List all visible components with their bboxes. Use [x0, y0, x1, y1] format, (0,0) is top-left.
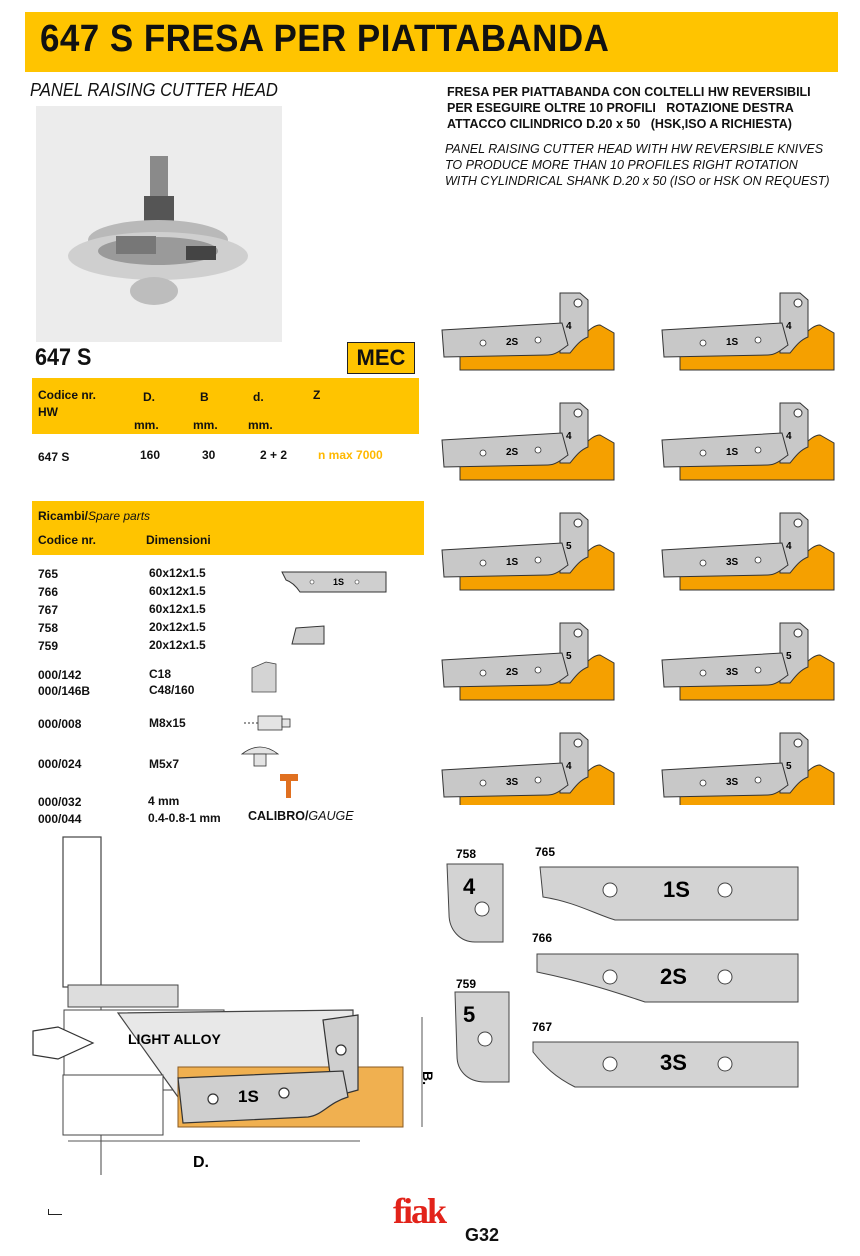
product-photo — [36, 106, 282, 342]
knife-details — [445, 842, 815, 1097]
profile-knife-label: 2S — [506, 667, 519, 678]
spare-code: 000/008 — [38, 717, 82, 731]
spare-dim: 60x12x1.5 — [149, 584, 206, 598]
row-code: 647 S — [38, 450, 70, 464]
spare-code: 000/142 — [38, 668, 82, 682]
profile-tip-label: 5 — [786, 761, 792, 772]
profile-diagram — [442, 733, 614, 805]
profile-diagrams — [430, 285, 850, 805]
profile-tip-label: 5 — [566, 541, 572, 552]
desc-it-line2b: ROTAZIONE DESTRA — [666, 101, 794, 115]
unit-d-small: mm. — [248, 418, 273, 432]
spare-dim: C18 — [149, 667, 172, 681]
knife-1s-icon — [282, 572, 386, 592]
col-d-small: d. — [253, 390, 264, 404]
profile-knife-label: 3S — [506, 777, 519, 788]
tip-hole — [794, 299, 802, 307]
knife-blade — [662, 653, 788, 687]
desc-en-line3: WITH CYLINDRICAL SHANK D.20 x 50 (ISO or HSK ON REQUEST) — [445, 174, 830, 188]
spare-code: 758 — [38, 621, 59, 635]
description-english — [445, 141, 830, 189]
assembly-knife-label: 1S — [238, 1087, 259, 1106]
knife-767-code: 767 — [532, 1020, 553, 1034]
spare-dim: 0.4-0.8-1 mm — [148, 811, 221, 825]
blade-hole — [755, 777, 761, 783]
corner-mark-vertical — [48, 1209, 49, 1215]
model-number: 647 S — [35, 344, 92, 371]
mec-badge: MEC — [347, 342, 415, 374]
tip-hole — [574, 739, 582, 747]
desc-en-line2b: RIGHT ROTATION — [692, 158, 798, 172]
spare-code: 000/032 — [38, 795, 82, 809]
tip-hole — [574, 519, 582, 527]
allen-key-icon — [280, 774, 298, 798]
knife-759-code: 759 — [456, 977, 477, 991]
knife-758-code: 758 — [456, 847, 477, 861]
profile-knife-label: 2S — [506, 337, 519, 348]
brand-logo: fiak — [393, 1191, 446, 1231]
profile-diagram — [442, 513, 614, 590]
knife-blade — [442, 763, 568, 797]
profile-tip-label: 4 — [786, 431, 792, 442]
blade-hole — [480, 560, 486, 566]
row-d-big: 160 — [140, 448, 161, 462]
profile-tip-label: 4 — [566, 761, 572, 772]
spare-code: 765 — [38, 567, 59, 581]
col-code-hw: HW — [38, 405, 58, 419]
knife-758-mark: 4 — [463, 874, 476, 899]
bolt-icon — [242, 747, 278, 766]
tip-hole — [794, 629, 802, 637]
row-b: 30 — [202, 448, 216, 462]
knife-765-mark: 1S — [663, 877, 690, 902]
profile-tip-label: 4 — [786, 541, 792, 552]
profile-diagram — [662, 403, 834, 480]
dimension-d-label: D. — [193, 1154, 209, 1171]
blade-hole — [755, 447, 761, 453]
tip-hole — [574, 409, 582, 417]
main-table-header — [32, 378, 419, 434]
profile-tip-label: 4 — [786, 321, 792, 332]
knife-766-mark: 2S — [660, 964, 687, 989]
desc-en-line2a: TO PRODUCE MORE THAN 10 PROFILES — [445, 158, 690, 172]
assembly-material-label: LIGHT ALLOY — [128, 1031, 221, 1047]
col-b: B — [200, 390, 209, 404]
blade-hole — [535, 337, 541, 343]
knife-blade — [662, 543, 788, 577]
profile-tip-label: 4 — [566, 321, 572, 332]
blade-hole — [535, 557, 541, 563]
col-code: Codice nr. — [38, 388, 97, 402]
col-d-big: D. — [143, 390, 155, 404]
spare-dim: 20x12x1.5 — [149, 620, 206, 634]
blade-hole — [700, 450, 706, 456]
profile-diagram — [662, 733, 834, 805]
spare-code: 759 — [38, 639, 59, 653]
knife-blade — [662, 433, 788, 467]
profile-knife-label: 1S — [726, 337, 739, 348]
knife-blade — [662, 323, 788, 357]
page-number: G32 — [465, 1225, 500, 1245]
corner-mark — [48, 1214, 62, 1215]
spare-dim: 4 mm — [148, 794, 180, 808]
spare-dim: 60x12x1.5 — [149, 566, 206, 580]
spare-parts-icons — [240, 560, 400, 815]
profile-tip-label: 5 — [786, 651, 792, 662]
profile-knife-label: 1S — [506, 557, 519, 568]
blade-hole — [755, 667, 761, 673]
profile-diagram — [442, 293, 614, 370]
blade-hole — [535, 667, 541, 673]
spare-code: 000/146B — [38, 684, 91, 698]
spare-code: 766 — [38, 585, 59, 599]
blade-hole — [700, 560, 706, 566]
profile-diagram — [442, 403, 614, 480]
knife-blade — [662, 763, 788, 797]
profile-knife-label: 2S — [506, 447, 519, 458]
tip-hole — [794, 519, 802, 527]
tip-hole — [574, 299, 582, 307]
knife-blade — [442, 323, 568, 357]
spare-dim: M5x7 — [149, 757, 180, 771]
profile-diagram — [662, 513, 834, 590]
spare-code: 767 — [38, 603, 59, 617]
blade-hole — [700, 780, 706, 786]
tip-hole — [794, 739, 802, 747]
gauge-label: CALIBRO/GAUGE — [248, 809, 354, 823]
spare-dim: 20x12x1.5 — [149, 638, 206, 652]
description-italian — [447, 84, 811, 132]
dimension-b-label: B. — [420, 1071, 436, 1085]
knife-blade — [442, 543, 568, 577]
blade-hole — [480, 780, 486, 786]
knife-blade — [442, 433, 568, 467]
knife-766-code: 766 — [532, 931, 553, 945]
unit-b: mm. — [193, 418, 218, 432]
spare-dim: C48/160 — [149, 683, 195, 697]
profile-knife-label: 1S — [726, 447, 739, 458]
tip-hole — [574, 629, 582, 637]
blade-hole — [700, 670, 706, 676]
knife-767-mark: 3S — [660, 1050, 687, 1075]
profile-diagram — [442, 623, 614, 700]
blade-hole — [535, 447, 541, 453]
knife-blade — [442, 653, 568, 687]
small-knife-icon — [292, 626, 324, 644]
blade-hole — [755, 557, 761, 563]
unit-d-big: mm. — [134, 418, 159, 432]
assembly-diagram — [28, 835, 438, 1180]
blade-hole — [755, 337, 761, 343]
spare-col-code: Codice nr. — [38, 533, 97, 547]
spare-code: 000/024 — [38, 757, 82, 771]
tip-hole — [794, 409, 802, 417]
desc-it-line2a: PER ESEGUIRE OLTRE 10 PROFILI — [447, 101, 656, 115]
desc-it-line1: FRESA PER PIATTABANDA CON COLTELLI HW REVERSIBILI — [447, 85, 811, 99]
spare-code: 000/044 — [38, 812, 82, 826]
blade-hole — [480, 670, 486, 676]
profile-knife-label: 3S — [726, 667, 739, 678]
knife-765-code: 765 — [535, 845, 556, 859]
desc-it-line3a: ATTACCO CILINDRICO D.20 x 50 — [447, 117, 641, 131]
spare-dim: M8x15 — [149, 716, 186, 730]
profile-tip-label: 5 — [566, 651, 572, 662]
profile-diagram — [662, 293, 834, 370]
row-z: n max 7000 — [318, 448, 383, 462]
profile-knife-label: 3S — [726, 557, 739, 568]
profile-diagram — [662, 623, 834, 700]
screw-icon — [244, 716, 290, 730]
page-title: 647 S FRESA PER PIATTABANDA — [40, 18, 610, 60]
col-z: Z — [313, 388, 321, 402]
desc-it-line3b: (HSK,ISO A RICHIESTA) — [650, 117, 792, 131]
blade-hole — [480, 340, 486, 346]
knife-1s-icon-label: 1S — [333, 577, 345, 587]
profile-tip-label: 4 — [566, 431, 572, 442]
spare-dim: 60x12x1.5 — [149, 602, 206, 616]
spare-col-dim: Dimensioni — [146, 533, 211, 547]
blade-hole — [535, 777, 541, 783]
profile-knife-label: 3S — [726, 777, 739, 788]
spare-parts-title: Ricambi/Spare parts — [38, 509, 151, 523]
blade-hole — [480, 450, 486, 456]
blade-hole — [700, 340, 706, 346]
page-subtitle: PANEL RAISING CUTTER HEAD — [30, 80, 278, 100]
wedge-icon — [252, 662, 276, 692]
desc-en-line1: PANEL RAISING CUTTER HEAD WITH HW REVERSIBLE KNIVES — [445, 142, 824, 156]
knife-759-mark: 5 — [463, 1002, 476, 1027]
row-d-small: 2 + 2 — [260, 448, 288, 462]
